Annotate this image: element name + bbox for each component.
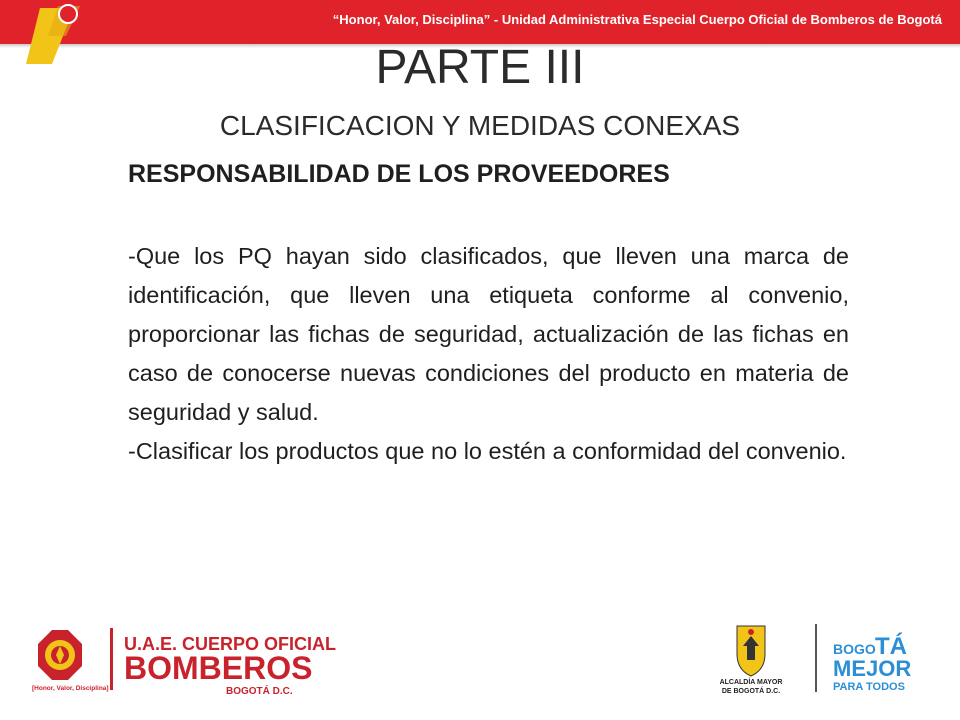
slide-title: PARTE III xyxy=(375,41,585,94)
bogota-line1-big: TÁ xyxy=(875,633,907,660)
body-text xyxy=(128,237,849,471)
bomberos-line2: BOMBEROS xyxy=(124,650,313,686)
bomberos-logo xyxy=(30,622,337,702)
bomberos-shield-icon xyxy=(38,630,82,680)
bomberos-line1: U.A.E. CUERPO OFICIAL xyxy=(124,634,337,654)
paragraph-2: -Clasificar los productos que no lo estén a conformidad del convenio. xyxy=(128,438,847,464)
bogota-line3: PARA TODOS xyxy=(833,681,905,693)
alcaldia-bogota-logos xyxy=(715,618,945,700)
bomberos-motto: [Honor, Valor, Disciplina] xyxy=(32,685,109,692)
alcaldia-line1: ALCALDÍA MAYOR xyxy=(719,679,783,686)
bogota-line1-small: BOGO xyxy=(833,641,876,657)
slide-subtitle: CLASIFICACION Y MEDIDAS CONEXAS xyxy=(219,110,741,141)
bomberos-line3: BOGOTÁ D.C. xyxy=(226,686,293,697)
header-motto-text: “Honor, Valor, Disciplina” - Unidad Administrativa Especial Cuerpo Oficial de Bomberos de Bogotá xyxy=(332,12,942,27)
section-heading: RESPONSABILIDAD DE LOS PROVEEDORES xyxy=(128,160,670,188)
header-banner xyxy=(0,0,960,44)
alcaldia-line2: DE BOGOTÁ D.C. xyxy=(721,688,781,695)
bogota-line2: MEJOR xyxy=(833,656,912,681)
paragraph-1: -Que los PQ hayan sido clasificados, que lleven una marca de identificación, que lleven una etiqueta conforme al convenio, proporcionar las fichas de seguridad, actualización de las fichas en caso de conocerse nuevas condiciones del producto en materia de seguridad y salud. xyxy=(128,243,849,425)
coat-of-arms-icon xyxy=(737,626,765,676)
